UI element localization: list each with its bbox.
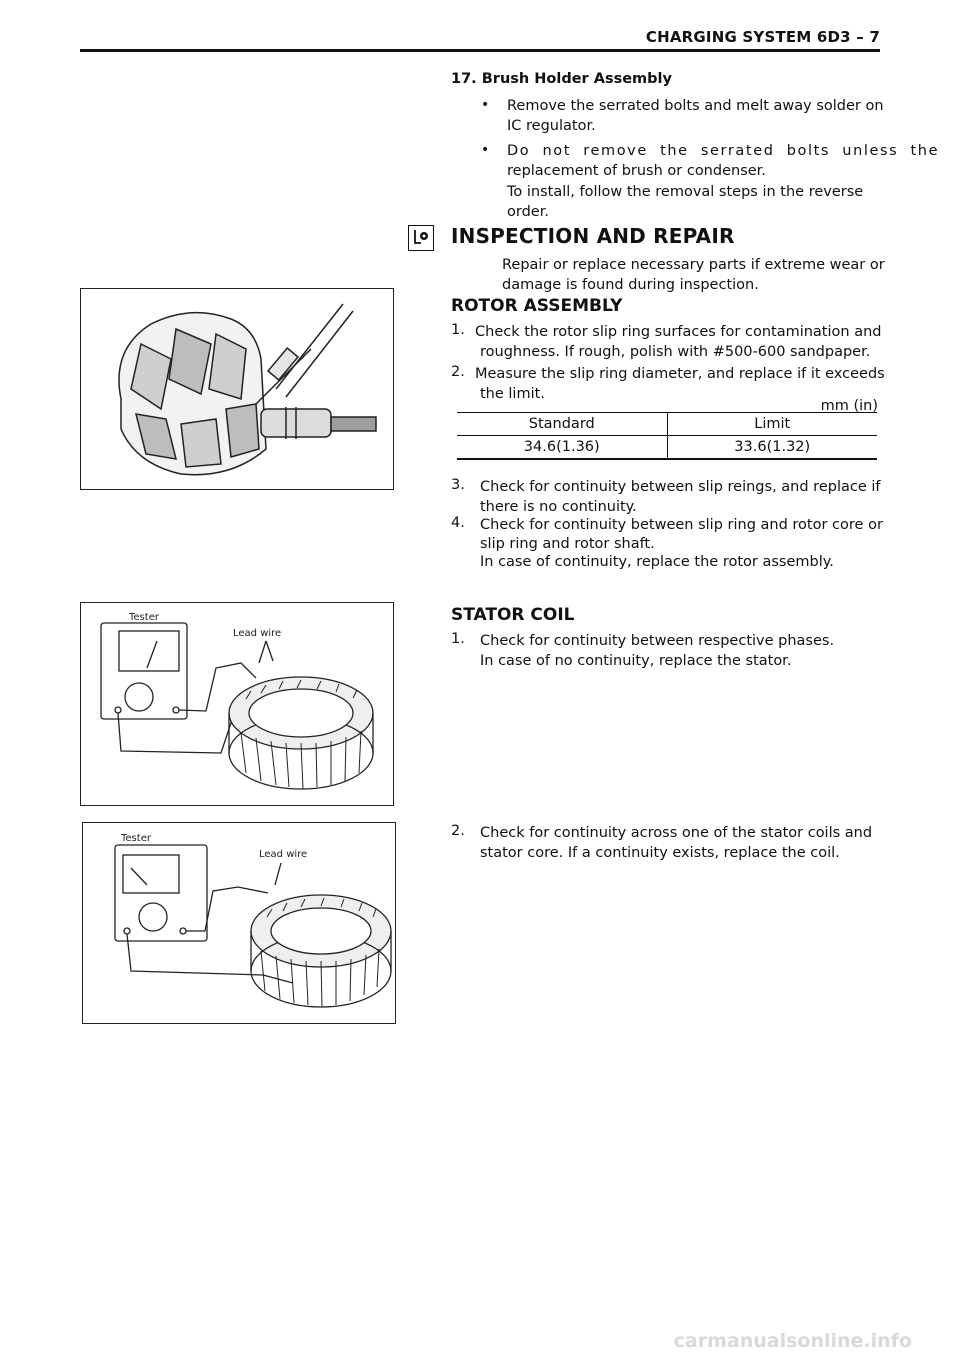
bullet-1-line-1: Remove the serrated bolts and melt away solder on bbox=[507, 98, 884, 114]
bullet-icon: • bbox=[481, 97, 490, 113]
rotor-assembly-heading: ROTOR ASSEMBLY bbox=[451, 296, 623, 316]
slip-ring-spec-table bbox=[457, 412, 877, 460]
table-header-row bbox=[457, 413, 877, 436]
stator-item-2-line-2: stator core. If a continuity exists, replace the coil. bbox=[480, 845, 840, 861]
rotor-item-4-line-2: slip ring and rotor shaft. bbox=[480, 536, 655, 552]
table-header-standard: Standard bbox=[457, 413, 667, 436]
standard-value: 34.6(1.36) bbox=[457, 436, 667, 460]
inspection-intro-line-1: Repair or replace necessary parts if extreme wear or bbox=[502, 257, 885, 273]
table-header-limit: Limit bbox=[754, 416, 791, 432]
bullet-2-line-2: replacement of brush or condenser. bbox=[507, 163, 766, 179]
lead-wire-label: Lead wire bbox=[259, 849, 308, 860]
watermark: carmanualsonline.info bbox=[673, 1330, 912, 1352]
rotor-measurement-figure bbox=[80, 288, 394, 490]
stator-coil-heading: STATOR COIL bbox=[451, 605, 575, 625]
inspection-icon bbox=[408, 225, 434, 251]
rotor-item-3-number: 3. bbox=[451, 477, 465, 493]
stator-item-1-number: 1. bbox=[451, 631, 465, 647]
tester-label: Tester bbox=[129, 612, 159, 623]
stator-item-2-number: 2. bbox=[451, 823, 465, 839]
tester-label: Tester bbox=[121, 833, 151, 844]
rotor-item-2-number: 2. bbox=[451, 364, 465, 380]
rotor-item-1-line-1: Check the rotor slip ring surfaces for contamination and bbox=[475, 324, 882, 340]
rotor-item-4-line-1: Check for continuity between slip ring and rotor core or bbox=[480, 517, 883, 533]
inspection-heading: INSPECTION AND REPAIR bbox=[451, 224, 735, 248]
bullet-icon: • bbox=[481, 142, 490, 158]
rotor-item-1-number: 1. bbox=[451, 322, 465, 338]
stator-item-1-line-1: Check for continuity between respective phases. bbox=[480, 633, 835, 649]
install-note-line-2: order. bbox=[507, 204, 549, 220]
rotor-item-3-line-1: Check for continuity between slip reings, and replace if bbox=[480, 479, 881, 495]
page-header-title: CHARGING SYSTEM 6D3 – 7 bbox=[645, 28, 880, 46]
limit-value: 33.6(1.32) bbox=[734, 439, 811, 455]
rotor-item-2-line-1: Measure the slip ring diameter, and replace if it exceeds bbox=[475, 366, 885, 382]
rotor-item-1-line-2: roughness. If rough, polish with #500-600 sandpaper. bbox=[480, 344, 871, 360]
bullet-1-line-2: IC regulator. bbox=[507, 118, 596, 134]
brush-holder-heading: 17. Brush Holder Assembly bbox=[451, 71, 672, 87]
table-unit-label: mm (in) bbox=[820, 398, 878, 414]
table-row bbox=[457, 436, 877, 460]
rotor-item-4-number: 4. bbox=[451, 515, 465, 531]
stator-core-test-figure bbox=[82, 822, 396, 1024]
bullet-2-line-1: Do not remove the serrated bolts unless the bbox=[507, 143, 940, 159]
stator-item-1-line-2: In case of no continuity, replace the stator. bbox=[480, 653, 792, 669]
rotor-item-4-line-3: In case of continuity, replace the rotor assembly. bbox=[480, 554, 834, 570]
lead-wire-label: Lead wire bbox=[233, 628, 282, 639]
install-note-line-1: To install, follow the removal steps in the reverse bbox=[507, 184, 864, 200]
inspection-intro-line-2: damage is found during inspection. bbox=[502, 277, 759, 293]
rotor-item-2-line-2: the limit. bbox=[480, 386, 545, 402]
stator-item-2-line-1: Check for continuity across one of the stator coils and bbox=[480, 825, 873, 841]
header-rule bbox=[80, 49, 880, 52]
rotor-item-3-line-2: there is no continuity. bbox=[480, 499, 637, 515]
stator-phase-test-figure bbox=[80, 602, 394, 806]
